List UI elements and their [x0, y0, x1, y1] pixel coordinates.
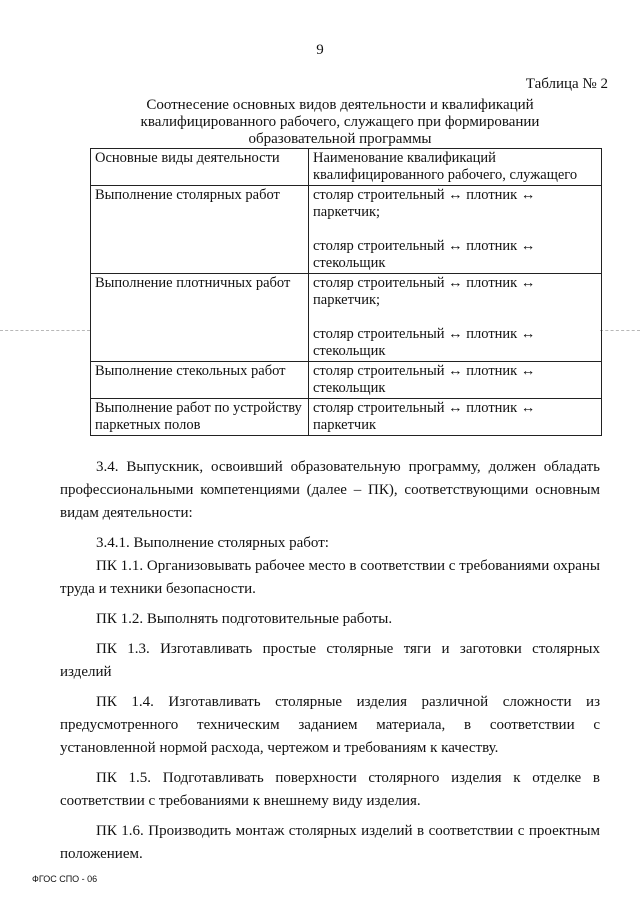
table-row: [91, 399, 602, 436]
qualification-table: [90, 148, 602, 436]
qual-line: стекольщик: [313, 343, 386, 359]
page-number: 9: [316, 42, 324, 58]
qual-line: столяр строительный ↔ плотник ↔: [313, 326, 536, 342]
qual-line: паркетчик: [313, 417, 376, 433]
footer-code: ФГОС СПО - 06: [32, 874, 98, 884]
activity-cell: Выполнение стекольных работ: [91, 362, 309, 399]
caption-line: Соотнесение основных видов деятельности и квалификаций: [146, 97, 534, 113]
paragraph: ПК 1.6. Производить монтаж столярных изделий в соответствии с проектным положением.: [60, 823, 600, 862]
paragraph: ПК 1.3. Изготавливать простые столярные тяги и заготовки столярных изделий: [60, 641, 600, 680]
qual-line: столяр строительный ↔ плотник ↔: [313, 238, 536, 254]
paragraph: ПК 1.2. Выполнять подготовительные работы.: [96, 611, 393, 627]
qual-line: столяр строительный ↔ плотник ↔: [313, 275, 536, 291]
activity-cell: Выполнение плотничных работ: [91, 274, 309, 362]
paragraph: ПК 1.4. Изготавливать столярные изделия различной сложности из предусмотренного техническим заданием материала, в соответствии с установленной нормой расхода, чертежом и требованиям к качеству.: [60, 694, 600, 756]
body-text: [60, 456, 600, 873]
table-row: [91, 186, 602, 274]
caption-line: образовательной программы: [248, 131, 432, 147]
qualification-cell: [309, 186, 602, 274]
qualification-cell: [309, 274, 602, 362]
paragraph: ПК 1.5. Подготавливать поверхности столярного изделия к отделке в соответствии с требованиями к внешнему виду изделия.: [60, 770, 600, 809]
qual-line: столяр строительный ↔ плотник ↔: [313, 187, 536, 203]
qual-line: паркетчик;: [313, 204, 381, 220]
qualification-cell: [309, 362, 602, 399]
qual-line: столяр строительный ↔ плотник ↔: [313, 363, 536, 379]
table-header-row: [91, 149, 602, 186]
qual-line: стекольщик: [313, 380, 386, 396]
header-activity: Основные виды деятельности: [91, 149, 309, 186]
qual-gap: [313, 309, 597, 326]
qual-line: стекольщик: [313, 255, 386, 271]
paragraph: ПК 1.1. Организовывать рабочее место в соответствии с требованиями охраны труда и техники безопасности.: [60, 558, 600, 597]
header-qualification: Наименование квалификаций квалифицированного рабочего, служащего: [309, 149, 602, 186]
scan-cut-line: [600, 330, 640, 331]
activity-cell: Выполнение столярных работ: [91, 186, 309, 274]
qual-gap: [313, 221, 597, 238]
qual-line: столяр строительный ↔ плотник ↔: [313, 400, 536, 416]
table-row: [91, 274, 602, 362]
paragraph: 3.4. Выпускник, освоивший образовательную программу, должен обладать профессиональными компетенциями (далее – ПК), соответствующими основным видам деятельности:: [60, 459, 600, 521]
table-caption: [120, 97, 560, 148]
activity-cell: Выполнение работ по устройству паркетных полов: [91, 399, 309, 436]
qualification-cell: [309, 399, 602, 436]
qual-line: паркетчик;: [313, 292, 381, 308]
table-row: [91, 362, 602, 399]
caption-line: квалифицированного рабочего, служащего при формировании: [140, 114, 540, 130]
table-label: Таблица № 2: [525, 76, 608, 92]
paragraph: 3.4.1. Выполнение столярных работ:: [96, 535, 329, 551]
scan-cut-line: [0, 330, 90, 331]
